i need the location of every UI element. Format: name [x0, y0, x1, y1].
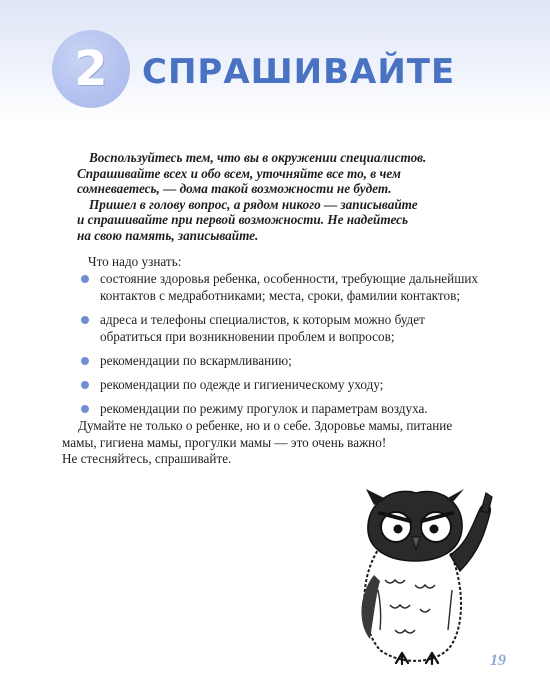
intro-line: Воспользуйтесь тем, что вы в окружении специалистов.: [89, 150, 427, 165]
list-item: [80, 270, 520, 304]
intro-line: Пришел в голову вопрос, а рядом никого — записывайте: [89, 196, 418, 212]
bullet-dot-icon: [81, 381, 89, 389]
section-number-badge: [52, 30, 130, 108]
section-number: 2: [74, 41, 108, 97]
closing-line: Не стесняйтесь, спрашивайте.: [62, 451, 232, 466]
page-number: 19: [490, 652, 506, 669]
intro-paragraph: [77, 150, 497, 244]
intro-line: сомневаетесь, — дома такой возможности не будет.: [77, 181, 392, 197]
bullet-dot-icon: [81, 316, 89, 324]
bullet-dot-icon: [81, 275, 89, 283]
list-item: [80, 352, 520, 369]
list-item: [80, 311, 520, 345]
list-item-text: рекомендации по одежде и гигиеническому уходу;: [100, 377, 384, 392]
list-lead: Что надо узнать:: [88, 254, 182, 269]
list-item: [80, 400, 520, 417]
list-item-text: состояние здоровья ребенка, особенности, требующие дальнейших: [100, 271, 479, 286]
intro-line: на свою память, записывайте.: [77, 227, 259, 243]
list-item-text: рекомендации по вскармливанию;: [100, 353, 292, 368]
list-item: [80, 376, 520, 393]
closing-paragraph: [62, 418, 482, 468]
list-item-text: рекомендации по режиму прогулок и параметрам воздуха.: [100, 401, 428, 416]
list-item-text: контактов с медработниками; места, сроки, фамилии контактов;: [100, 288, 460, 303]
bullet-dot-icon: [81, 405, 89, 413]
list-item-text: адреса и телефоны специалистов, к которым можно будет: [100, 312, 425, 327]
intro-line: и спрашивайте при первой возможности. Не надейтесь: [77, 212, 409, 228]
list-item-text: обратиться при возникновении проблем и вопросов;: [100, 329, 395, 344]
owl-illustration: [340, 485, 500, 665]
page-title: СПРАШИВАЙТЕ: [142, 52, 456, 92]
bullet-dot-icon: [81, 357, 89, 365]
closing-line: Думайте не только о ребенке, но и о себе. Здоровье мамы, питание: [78, 418, 453, 433]
intro-line: Спрашивайте всех и обо всем, уточняйте все то, в чем: [77, 165, 401, 181]
closing-line: мамы, гигиена мамы, прогулки мамы — это очень важно!: [62, 434, 387, 450]
bullet-list: [80, 270, 520, 424]
